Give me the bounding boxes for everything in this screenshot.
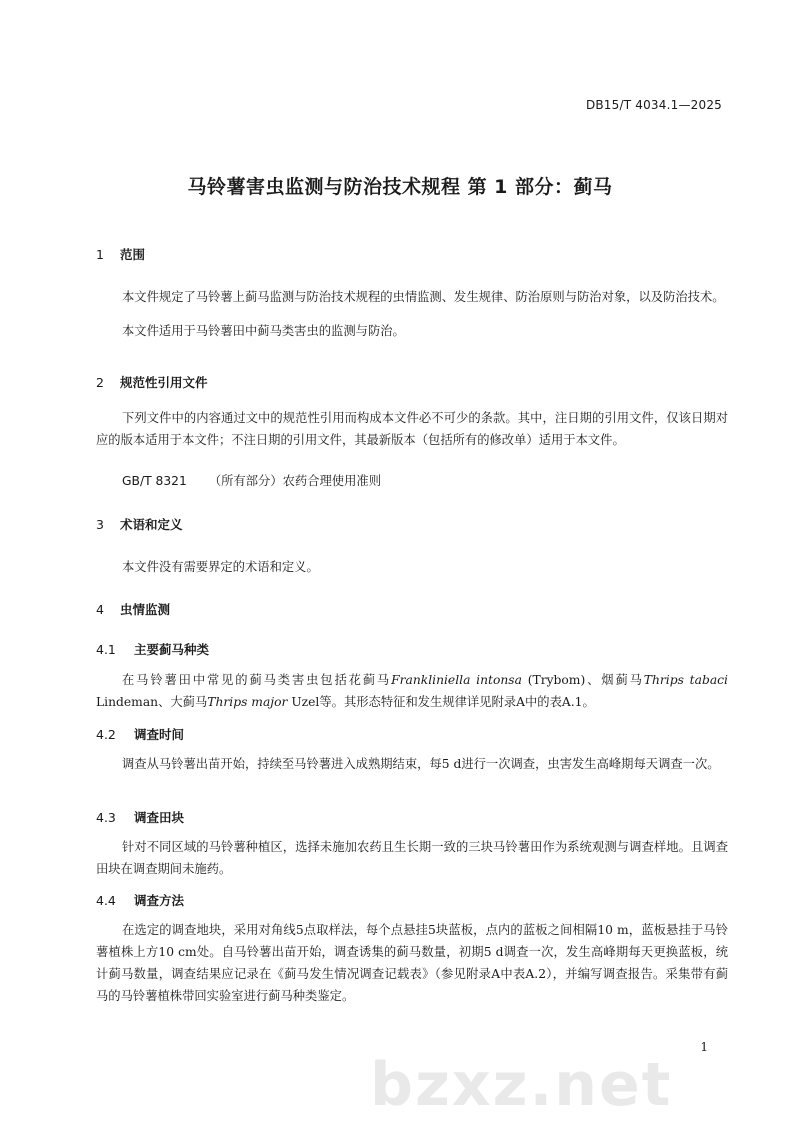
section-number: 3 bbox=[96, 517, 104, 532]
section-number: 4 bbox=[96, 602, 104, 617]
section-4-2-paragraph: 调查从马铃薯出苗开始，持续至马铃薯进入成熟期结束，每5 d进行一次调查，虫害发生高峰期每天调查一次。 bbox=[122, 757, 720, 771]
section-number: 4.1 bbox=[96, 642, 116, 657]
species-name: Thrips tabaci bbox=[643, 673, 728, 687]
section-number: 4.2 bbox=[96, 727, 116, 742]
watermark: bzxz.net bbox=[370, 1050, 673, 1120]
text-segment: (Trybom)、烟蓟马 bbox=[521, 673, 644, 687]
section-title: 术语和定义 bbox=[120, 517, 183, 532]
text-segment: Lindeman、大蓟马 bbox=[96, 695, 208, 709]
section-title: 规范性引用文件 bbox=[120, 375, 208, 390]
section-number: 4.3 bbox=[96, 810, 116, 825]
text-segment: 在马铃薯田中常见的蓟马类害虫包括花蓟马 bbox=[122, 673, 392, 687]
section-4-1-heading bbox=[96, 640, 209, 658]
text-segment: Uzel等。其形态特征和发生规律详见附录A中的表A.1。 bbox=[287, 695, 595, 709]
section-title: 调查时间 bbox=[134, 727, 185, 742]
section-title: 主要蓟马种类 bbox=[134, 642, 210, 657]
normative-reference bbox=[122, 470, 381, 492]
section-number: 4.4 bbox=[96, 893, 116, 908]
section-number: 2 bbox=[96, 375, 104, 390]
document-title: 马铃薯害虫监测与防治技术规程 第 1 部分：蓟马 bbox=[187, 176, 613, 198]
section-title: 调查田块 bbox=[134, 810, 185, 825]
species-name: Thrips major bbox=[207, 695, 288, 709]
reference-title: （所有部分）农药合理使用准则 bbox=[208, 474, 381, 488]
section-3-paragraph-1: 本文件没有需要界定的术语和定义。 bbox=[122, 560, 319, 574]
document-code: DB15/T 4034.1—2025 bbox=[585, 98, 722, 112]
section-4-4-paragraph: 在选定的调查地块，采用对角线5点取样法，每个点悬挂5块蓝板，点内的蓝板之间相隔10 m，蓝板悬挂于马铃薯植株上方10 cm处。自马铃薯出苗开始，调查诱集的蓟马数量，初期5 d调查一次，发生高峰期每天更换蓝板，统计蓟马数量，调查结果应记录在《蓟马发生情况调查记载表》（参见附录A中表A.2），并编写调查报告。采集带有蓟马的马铃薯植株带回实验室进行蓟马种类鉴定。 bbox=[96, 923, 728, 1003]
section-title: 范围 bbox=[120, 247, 146, 262]
section-4-2-heading bbox=[96, 725, 184, 743]
section-1-paragraph-1: 本文件规定了马铃薯上蓟马监测与防治技术规程的虫情监测、发生规律、防治原则与防治对象，以及防治技术。 bbox=[122, 290, 725, 304]
section-4-3-heading bbox=[96, 808, 184, 826]
section-number: 1 bbox=[96, 247, 104, 262]
section-1-heading bbox=[96, 245, 145, 263]
reference-code: GB/T 8321 bbox=[122, 474, 187, 488]
section-4-1-paragraph bbox=[96, 669, 728, 713]
section-3-heading bbox=[96, 515, 183, 533]
section-2-heading bbox=[96, 373, 208, 391]
page-number: 1 bbox=[700, 1040, 708, 1054]
section-2-paragraph-1: 下列文件中的内容通过文中的规范性引用而构成本文件必不可少的条款。其中，注日期的引用文件，仅该日期对应的版本适用于本文件；不注日期的引用文件，其最新版本（包括所有的修改单）适用于本文件。 bbox=[96, 411, 728, 447]
section-4-3-paragraph: 针对不同区域的马铃薯种植区，选择未施加农药且生长期一致的三块马铃薯田作为系统观测与调查样地。且调查田块在调查期间未施药。 bbox=[96, 840, 728, 876]
section-1-paragraph-2: 本文件适用于马铃薯田中蓟马类害虫的监测与防治。 bbox=[122, 324, 405, 338]
section-title: 调查方法 bbox=[134, 893, 185, 908]
section-4-4-heading bbox=[96, 891, 184, 909]
section-title: 虫情监测 bbox=[120, 602, 171, 617]
section-4-heading bbox=[96, 600, 170, 618]
species-name: Frankliniella intonsa bbox=[391, 673, 522, 687]
